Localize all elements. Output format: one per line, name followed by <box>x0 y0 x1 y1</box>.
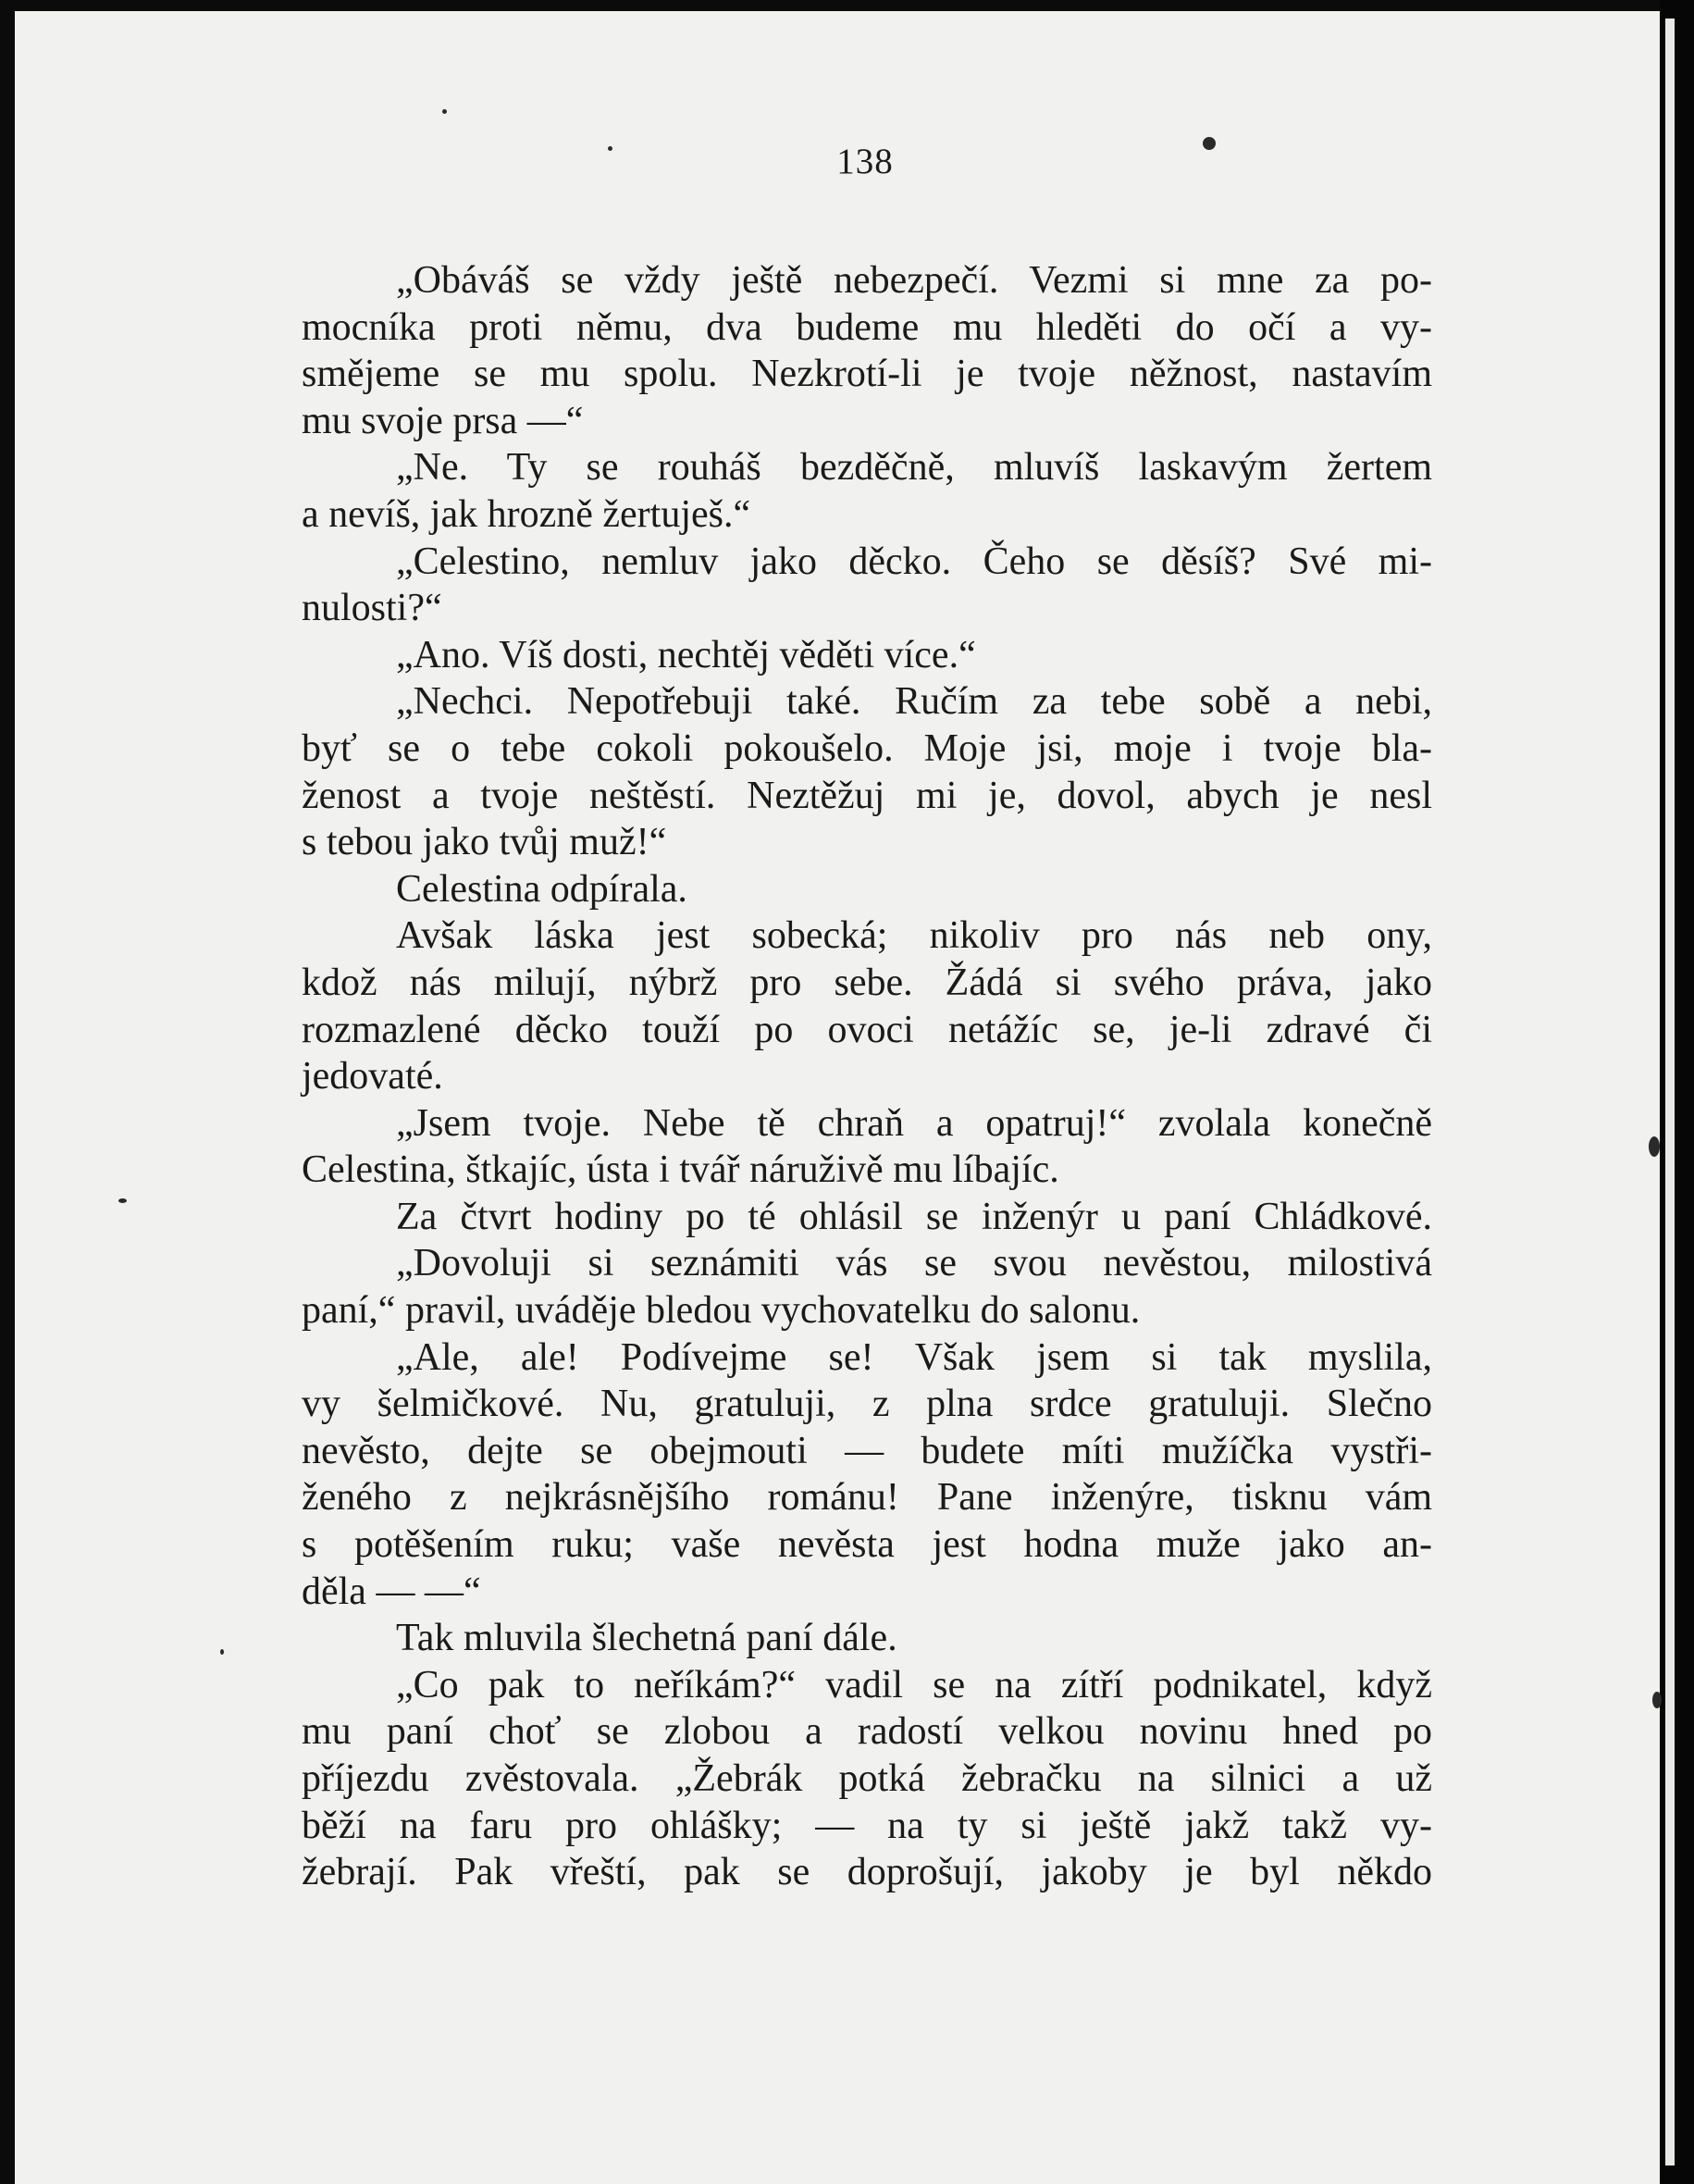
text-line: „Dovoluji si seznámiti vás se svou nevěstou, milostivá <box>396 1242 1432 1285</box>
text-line: jedovaté. <box>302 1055 443 1098</box>
text-line: smějeme se mu spolu. Nezkrotí-li je tvoje něžnost, nastavím <box>302 353 1432 396</box>
dust-speck <box>442 109 447 114</box>
text-line: děla — —“ <box>302 1570 481 1613</box>
text-line: Celestina odpírala. <box>396 867 687 911</box>
text-line: a nevíš, jak hrozně žertuješ.“ <box>302 492 751 536</box>
text-line: mu svoje prsa —“ <box>302 399 584 442</box>
text-line: Tak mluvila šlechetná paní dále. <box>396 1617 897 1660</box>
text-line: Za čtvrt hodiny po té ohlásil se inženýr u paní Chládkové. <box>396 1195 1432 1238</box>
body-text <box>302 257 1432 1896</box>
text-line: paní,“ pravil, uváděje bledou vychovatelku do salonu. <box>302 1289 1141 1333</box>
text-line: Avšak láska jest sobecká; nikoliv pro nás neb ony, <box>396 914 1432 958</box>
text-line: příjezdu zvěstovala. „Žebrák potká žebračku na silnici a už <box>302 1757 1432 1800</box>
text-line: „Ne. Ty se rouháš bezděčně, mluvíš laskavým žertem <box>396 446 1432 490</box>
text-line: Celestina, štkajíc, ústa i tvář náruživě mu líbajíc. <box>302 1148 1059 1192</box>
text-line: nulosti?“ <box>302 587 442 630</box>
text-line: „Celestino, nemluv jako děcko. Čeho se děsíš? Své mi- <box>396 540 1432 583</box>
text-line: „Nechci. Nepotřebuji také. Ručím za tebe sobě a nebi, <box>396 680 1432 724</box>
text-line: „Ano. Víš dosti, nechtěj věděti více.“ <box>396 633 976 676</box>
text-line: ženého z nejkrásnějšího románu! Pane inženýre, tisknu vám <box>302 1476 1432 1520</box>
text-line: „Co pak to neříkám?“ vadil se na zítří podnikatel, když <box>396 1663 1432 1706</box>
text-line: „Ale, ale! Podívejme se! Však jsem si tak myslila, <box>396 1335 1432 1379</box>
facing-page-edge <box>1665 19 1675 2165</box>
text-line: vy šelmičkové. Nu, gratuluji, z plna srdce gratuluji. Slečno <box>302 1383 1432 1426</box>
text-line: byť se o tebe cokoli pokoušelo. Moje jsi, moje i tvoje bla- <box>302 726 1432 770</box>
text-line: s tebou jako tvůj muž!“ <box>302 821 667 864</box>
dust-speck <box>1652 1692 1662 1708</box>
text-line: žebrají. Pak vřeští, pak se doprošují, jakoby je byl někdo <box>302 1851 1432 1894</box>
text-line: ženost a tvoje neštěstí. Neztěžuj mi je, dovol, abych je nesl <box>302 774 1432 817</box>
text-line: „Obáváš se vždy ještě nebezpečí. Vezmi si mne za po- <box>396 259 1432 302</box>
dust-speck <box>220 1649 224 1655</box>
text-line: běží na faru pro ohlášky; — na ty si ještě jakž takž vy- <box>302 1804 1432 1847</box>
text-line: „Jsem tvoje. Nebe tě chraň a opatruj!“ zvolala konečně <box>396 1101 1432 1145</box>
text-line: s potěšením ruku; vaše nevěsta jest hodna muže jako an- <box>302 1523 1432 1567</box>
text-line: rozmazlené děcko touží po ovoci netážíc se, je-li zdravé či <box>302 1008 1432 1051</box>
text-line: kdož nás milují, nýbrž pro sebe. Žádá si svého práva, jako <box>302 961 1432 1004</box>
text-line: mu paní choť se zlobou a radostí velkou novinu hned po <box>302 1710 1432 1754</box>
dust-speck <box>118 1198 127 1203</box>
dust-speck <box>1649 1136 1660 1157</box>
text-line: nevěsto, dejte se obejmouti — budete míti mužíčka vystři- <box>302 1429 1432 1472</box>
text-line: mocníka proti němu, dva budeme mu hleděti do očí a vy- <box>302 305 1432 349</box>
page-number: 138 <box>836 142 894 181</box>
